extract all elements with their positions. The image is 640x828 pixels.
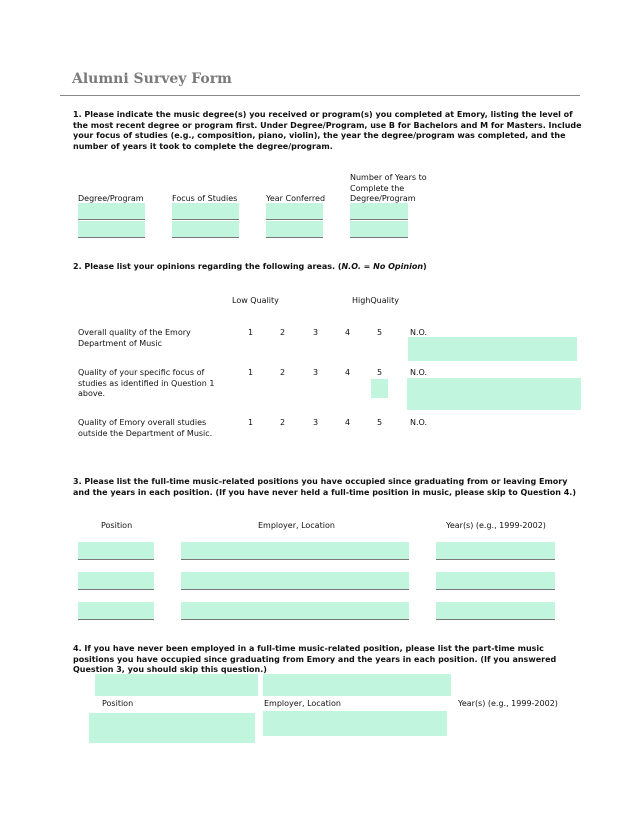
q3-years-field-2[interactable] (436, 572, 555, 590)
q2-row-1-scale-3[interactable]: 3 (313, 328, 319, 337)
q3-employer-field-1[interactable] (181, 542, 409, 560)
q2-row-2-scale-4[interactable]: 4 (345, 368, 351, 377)
question-4-text: 4. If you have never been employed in a full-time music-related position, please list the part-time music positions you have occupied since graduating from Emory and the years in each position. (If you answered Question 3, you should skip this question.) (73, 644, 557, 674)
q2-high-quality-label: HighQuality (352, 296, 399, 305)
q2-row-3-scale-no[interactable]: N.O. (410, 418, 428, 427)
q2-row-2-scale-5[interactable]: 5 (377, 368, 383, 377)
q1-years-field-1[interactable] (350, 203, 408, 220)
q2-row-2-comment-field[interactable] (407, 378, 581, 410)
q2-row-1-scale-4[interactable]: 4 (345, 328, 351, 337)
q4-col-years-header: Year(s) (e.g., 1999-2002) (458, 699, 558, 708)
q2-row-1-scale-5[interactable]: 5 (377, 328, 383, 337)
q2-row-2-line2: studies as identified in Question 1 (78, 378, 215, 388)
q3-years-field-1[interactable] (436, 542, 555, 560)
q2-row-2-selected-box[interactable] (371, 379, 388, 398)
q2-row-3-scale-4[interactable]: 4 (345, 418, 351, 427)
q4-col-position-header: Position (102, 699, 134, 708)
q3-position-field-2[interactable] (78, 572, 154, 590)
q2-row-3-line1: Quality of Emory overall studies (78, 418, 207, 427)
q4-position-field-bottom[interactable] (89, 713, 255, 743)
q2-row-3-scale-1[interactable]: 1 (248, 418, 254, 427)
q1-col-years-line3: Degree/Program (350, 194, 416, 203)
q1-degree-field-2[interactable] (78, 221, 145, 238)
q2-row-label-2 (78, 368, 218, 400)
q3-employer-field-3[interactable] (181, 602, 409, 620)
q4-col-employer-header: Employer, Location (264, 699, 341, 708)
q4-employer-field-bottom[interactable] (263, 711, 447, 736)
q3-position-field-1[interactable] (78, 542, 154, 560)
title-divider (60, 95, 580, 96)
q1-degree-field-1[interactable] (78, 203, 145, 220)
q2-row-1-comment-field[interactable] (408, 337, 577, 361)
q2-row-3-scale-2[interactable]: 2 (280, 418, 286, 427)
q1-col-years-header (350, 173, 440, 205)
q2-row-3-scale-5[interactable]: 5 (377, 418, 383, 427)
q1-col-degree-header: Degree/Program (78, 194, 144, 203)
q2-row-label-3 (78, 418, 218, 439)
q4-employer-field-top[interactable] (263, 674, 451, 696)
q2-row-2-scale-2[interactable]: 2 (280, 368, 286, 377)
q1-focus-field-2[interactable] (172, 221, 239, 238)
question-2-text (73, 262, 583, 273)
q1-year-field-1[interactable] (266, 203, 323, 220)
q2-row-2-scale-no[interactable]: N.O. (410, 368, 428, 377)
q2-text-suffix: ) (423, 262, 427, 271)
q3-years-field-3[interactable] (436, 602, 555, 620)
q4-position-field-top[interactable] (95, 674, 258, 696)
q2-text-italic: N.O. = No Opinion (341, 262, 424, 271)
q1-focus-field-1[interactable] (172, 203, 239, 220)
q2-row-1-scale-1[interactable]: 1 (248, 328, 254, 337)
q2-low-quality-label: Low Quality (232, 296, 279, 305)
q3-employer-field-2[interactable] (181, 572, 409, 590)
q2-row-1-scale-2[interactable]: 2 (280, 328, 286, 337)
form-title: Alumni Survey Form (72, 71, 232, 87)
q3-position-field-3[interactable] (78, 602, 154, 620)
q2-text-prefix: 2. Please list your opinions regarding the following areas. ( (73, 262, 342, 271)
question-3-text: 3. Please list the full-time music-related positions you have occupied since graduating from or leaving Emory and the years in each position. (If you have never held a full-time position in music, please skip to Question 4.) (73, 477, 576, 497)
q2-row-1-line1: Overall quality of the Emory (78, 328, 191, 337)
q2-row-1-line2: Department of Music (78, 338, 162, 348)
q1-years-field-2[interactable] (350, 221, 408, 238)
q2-row-3-line2: outside the Department of Music. (78, 428, 213, 438)
q2-row-3-scale-3[interactable]: 3 (313, 418, 319, 427)
q1-col-focus-header: Focus of Studies (172, 194, 238, 203)
q1-col-year-header: Year Conferred (266, 194, 326, 203)
q3-col-employer-header: Employer, Location (258, 521, 335, 530)
q3-col-position-header: Position (101, 521, 133, 530)
q1-year-field-2[interactable] (266, 221, 323, 238)
q1-col-years-line1: Number of Years to (350, 173, 427, 182)
q2-row-2-scale-1[interactable]: 1 (248, 368, 254, 377)
q1-col-years-line2: Complete the (350, 183, 405, 193)
q2-row-2-scale-3[interactable]: 3 (313, 368, 319, 377)
question-1-text: 1. Please indicate the music degree(s) you received or program(s) you completed at Emory, listing the level of the most recent degree or program first. Under Degree/Program, use B for Bachelors and M for Masters. Include your focus of studies (e.g., composition, piano, violin), the year the degree/program was completed, and the number of years it took to complete the degree/program. (73, 110, 582, 151)
q2-row-label-1 (78, 328, 218, 349)
q2-row-2-line3: above. (78, 389, 106, 398)
q2-row-1-scale-no[interactable]: N.O. (410, 328, 428, 337)
q3-col-years-header: Year(s) (e.g., 1999-2002) (446, 521, 546, 530)
q2-row-2-line1: Quality of your specific focus of (78, 368, 205, 377)
